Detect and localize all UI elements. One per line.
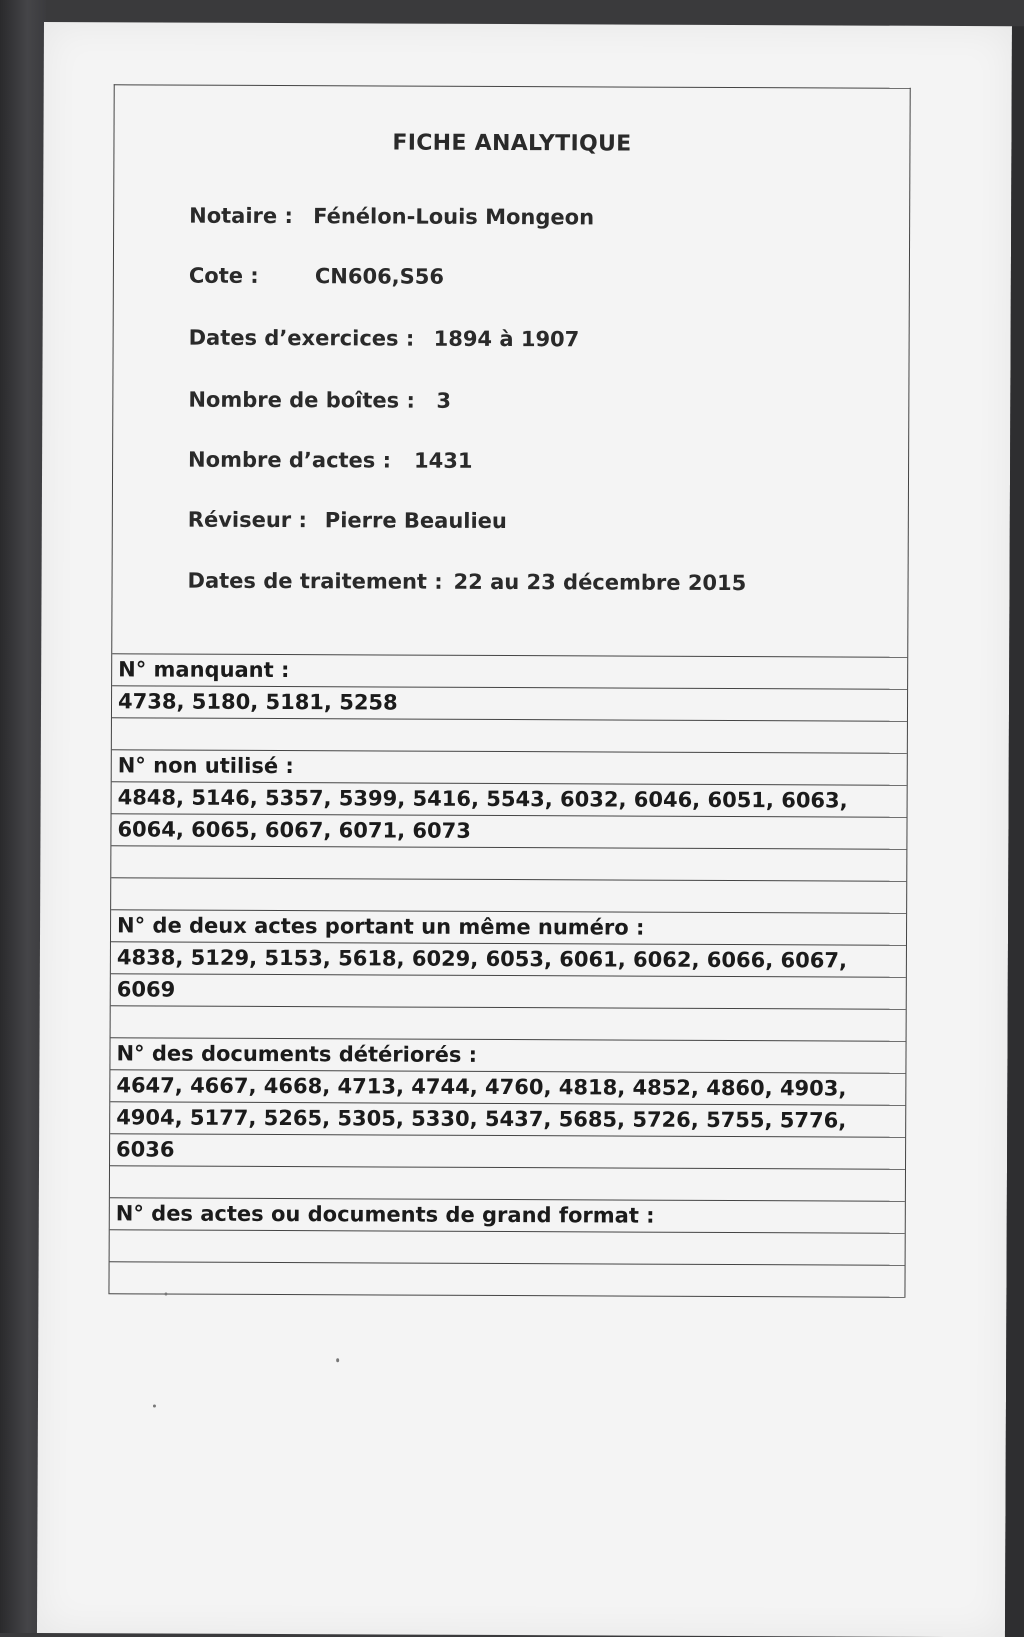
- paper-sheet: [37, 22, 1012, 1637]
- table-row: [112, 717, 907, 752]
- table-row: N° des documents détériorés :: [110, 1037, 905, 1072]
- table-row: [109, 1261, 904, 1297]
- field-value: Pierre Beaulieu: [324, 508, 507, 534]
- table-row: 6069: [111, 973, 906, 1008]
- field-label: Nombre de boîtes :: [188, 387, 415, 413]
- field-dates-traitement: [187, 568, 747, 596]
- field-label: Réviseur :: [187, 507, 307, 533]
- field-value: 3: [436, 388, 452, 413]
- form-title: FICHE ANALYTIQUE: [392, 130, 632, 157]
- table-row: 4647, 4667, 4668, 4713, 4744, 4760, 4818, 4852, 4860, 4903,: [110, 1069, 905, 1104]
- field-reviseur: [187, 507, 507, 534]
- form-header: [112, 85, 909, 656]
- analytic-form: [108, 84, 910, 1297]
- table-row: [110, 1165, 905, 1200]
- table-row: N° des actes ou documents de grand format :: [110, 1197, 905, 1232]
- field-label: Notaire :: [189, 203, 293, 229]
- paper-speck: [153, 1404, 156, 1407]
- table-row: 4904, 5177, 5265, 5305, 5330, 5437, 5685, 5726, 5755, 5776,: [110, 1101, 905, 1136]
- field-label: Cote :: [188, 263, 259, 288]
- field-cote: [188, 263, 445, 289]
- table-row: 4848, 5146, 5357, 5399, 5416, 5543, 6032, 6046, 6051, 6063,: [112, 781, 907, 816]
- table-row: [111, 877, 906, 912]
- table-row: N° non utilisé :: [112, 749, 907, 784]
- field-value: 22 au 23 décembre 2015: [453, 569, 747, 596]
- field-label: Dates de traitement :: [187, 568, 443, 594]
- field-value: Fénélon-Louis Mongeon: [313, 204, 595, 230]
- field-nombre-actes: [188, 447, 473, 473]
- table-row: N° manquant :: [112, 653, 907, 688]
- field-label: Dates d’exercices :: [188, 325, 415, 351]
- paper-speck: [164, 1293, 167, 1296]
- table-row: 4738, 5180, 5181, 5258: [112, 685, 907, 720]
- paper-speck: [336, 1358, 339, 1362]
- table-row: [111, 845, 906, 880]
- field-value: CN606,S56: [314, 264, 445, 289]
- table-row: [111, 1005, 906, 1040]
- field-value: 1431: [414, 448, 473, 473]
- form-table: [109, 653, 907, 1297]
- field-label: Nombre d’actes :: [188, 447, 392, 473]
- field-nombre-boites: [188, 387, 452, 413]
- table-row: 6036: [110, 1133, 905, 1168]
- table-row: N° de deux actes portant un même numéro :: [111, 909, 906, 944]
- table-row: 6064, 6065, 6067, 6071, 6073: [111, 813, 906, 848]
- field-value: 1894 à 1907: [433, 326, 580, 352]
- field-dates-exercices: [188, 325, 580, 352]
- field-notaire: [189, 203, 595, 230]
- table-row: 4838, 5129, 5153, 5618, 6029, 6053, 6061, 6062, 6066, 6067,: [111, 941, 906, 976]
- table-row: [110, 1229, 905, 1264]
